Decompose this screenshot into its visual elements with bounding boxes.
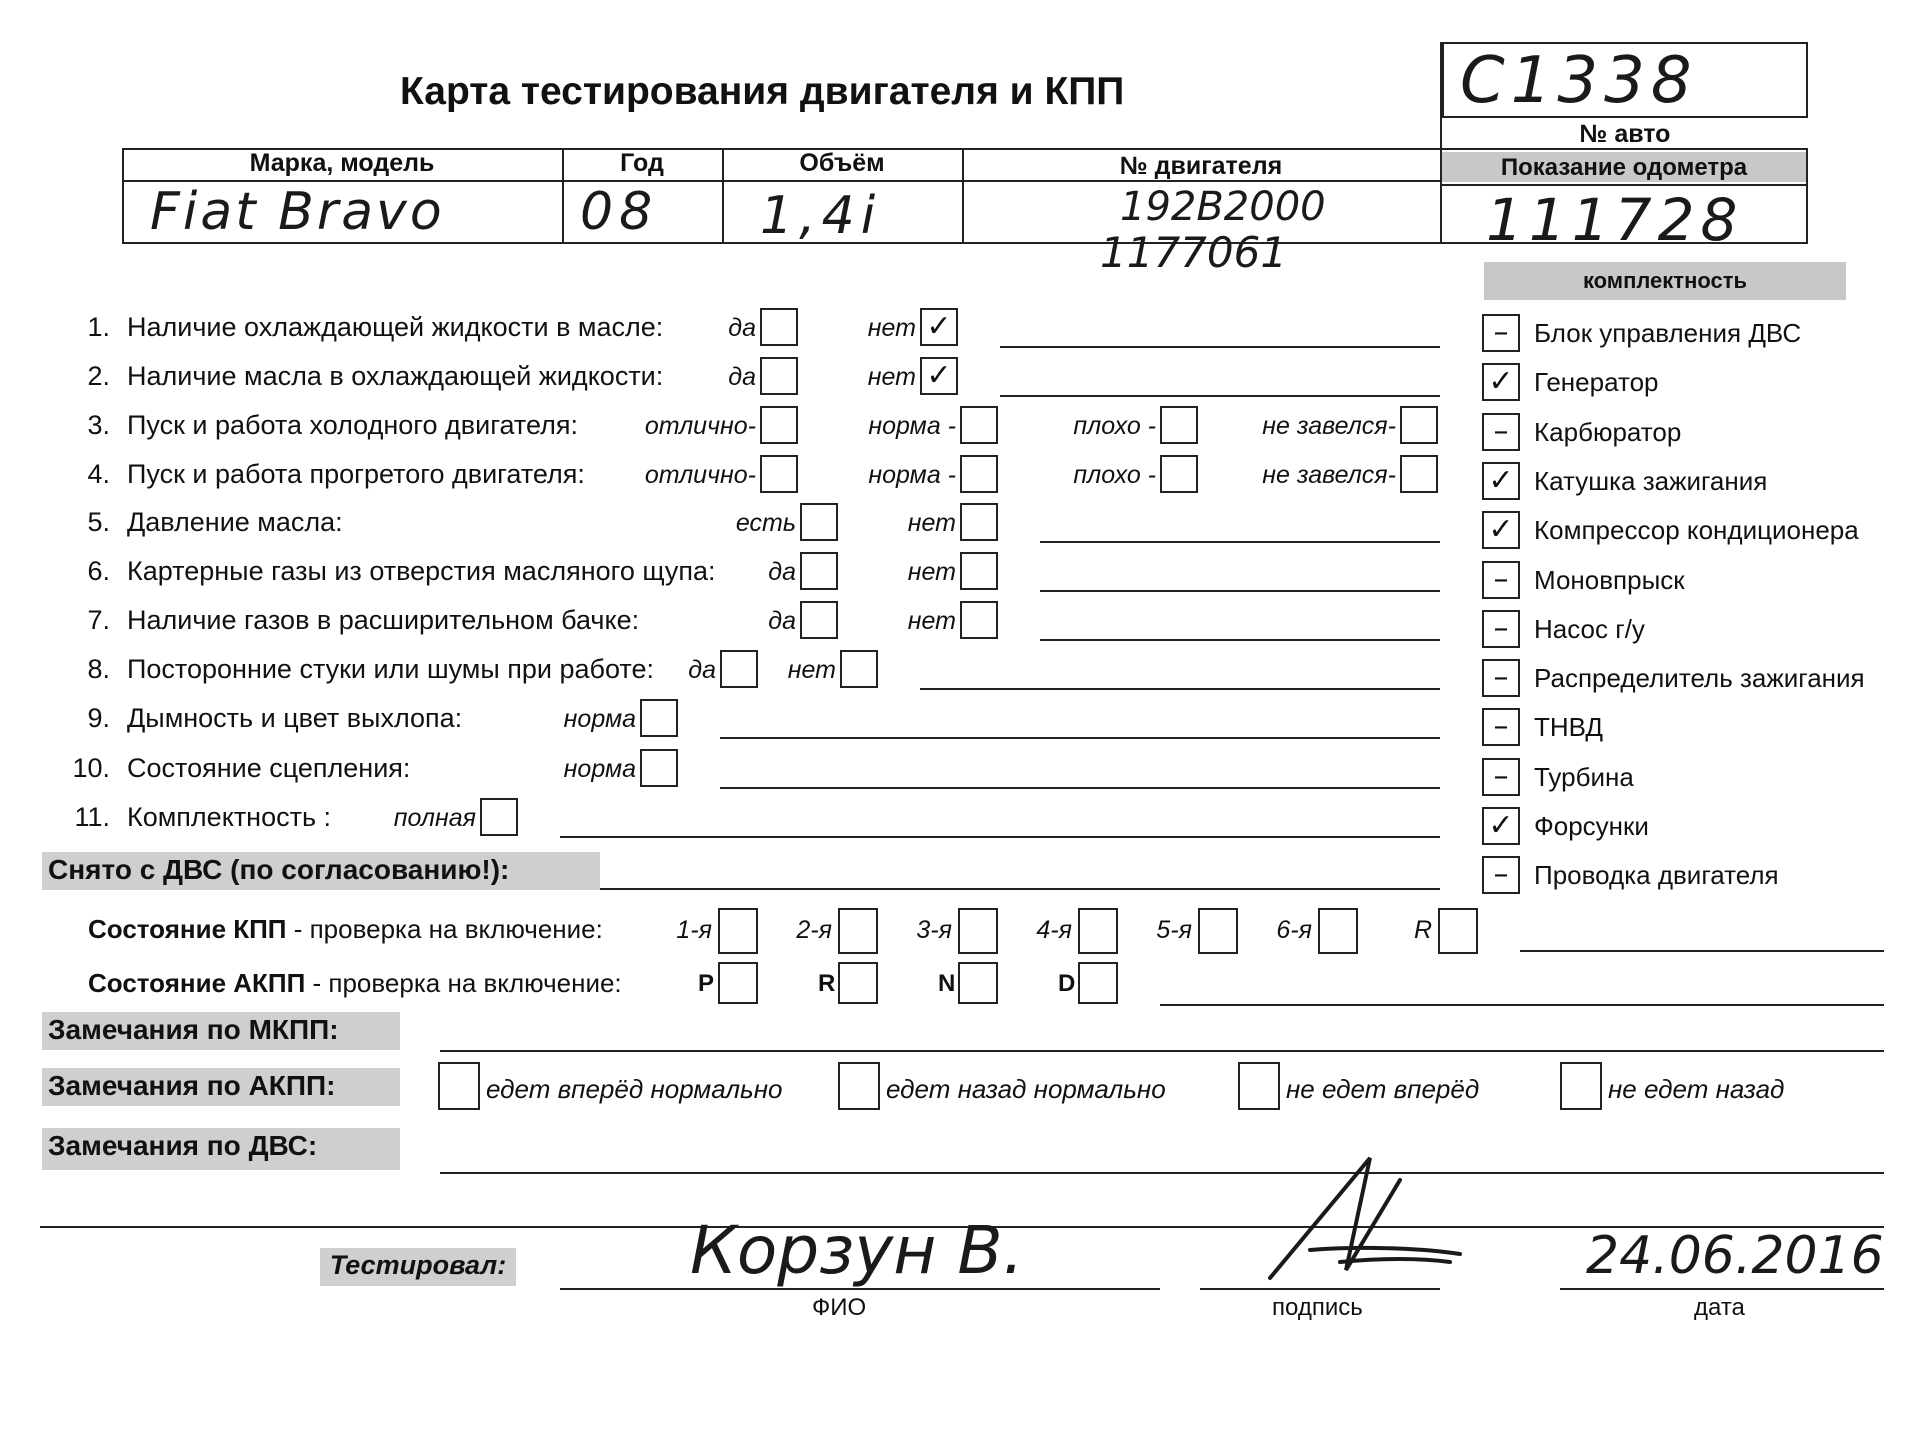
- akpp-label: [88, 968, 622, 999]
- checkmark-icon: ✓: [926, 309, 952, 344]
- answer-line: [1040, 541, 1440, 543]
- gear-label: 6-я: [1276, 916, 1312, 944]
- option-checkbox[interactable]: [640, 749, 678, 787]
- akpp-line: [1160, 1004, 1884, 1006]
- question-number: 3.: [87, 410, 110, 440]
- car-number-handwritten: C1338: [1460, 44, 1698, 118]
- value-volume: 1,4i: [760, 186, 882, 246]
- completeness-item: Моновпрыск: [1534, 564, 1685, 595]
- completeness-mark: ✓: [1488, 364, 1514, 400]
- option-label: да: [728, 314, 756, 342]
- mode-checkbox[interactable]: [838, 962, 878, 1004]
- akpp-notes-label: Замечания по АКПП:: [42, 1068, 400, 1106]
- option-label: да: [728, 363, 756, 391]
- answer-line: [720, 737, 1440, 739]
- gear-label: 5-я: [1156, 916, 1192, 944]
- gear-checkbox[interactable]: [1198, 908, 1238, 954]
- header-year: Год: [620, 149, 664, 177]
- completeness-item: Катушка зажигания: [1534, 465, 1768, 496]
- gear-checkbox[interactable]: [1438, 908, 1478, 954]
- kpp-line: [1520, 950, 1884, 952]
- gear-checkbox[interactable]: [1078, 908, 1118, 954]
- answer-line: [1000, 346, 1440, 348]
- option-checkbox[interactable]: [640, 699, 678, 737]
- gear-label: 4-я: [1036, 916, 1072, 944]
- akpp-option-label: не едет назад: [1608, 1074, 1785, 1104]
- mkpp-notes-line: [440, 1050, 1884, 1052]
- removed-label: Снято с ДВС (по согласованию!):: [42, 852, 600, 890]
- mode-checkbox[interactable]: [958, 962, 998, 1004]
- completeness-item: Насос г/у: [1534, 613, 1645, 644]
- value-year: 08: [580, 182, 659, 242]
- question-number: 1.: [87, 312, 110, 342]
- akpp-option-label: не едет вперёд: [1286, 1074, 1480, 1104]
- option-checkbox[interactable]: [1400, 455, 1438, 493]
- question-text: Пуск и работа прогретого двигателя:: [127, 459, 585, 489]
- question-number: 10.: [72, 753, 110, 783]
- completeness-mark: ✓: [1488, 808, 1514, 843]
- akpp-option-checkbox[interactable]: [1238, 1062, 1280, 1110]
- date-handwritten: 24.06.2016: [1586, 1226, 1884, 1286]
- gear-checkbox[interactable]: [958, 908, 998, 954]
- option-label: нет: [907, 509, 956, 537]
- mode-checkbox[interactable]: [718, 962, 758, 1004]
- completeness-title: комплектность: [1484, 262, 1846, 300]
- akpp-option-checkbox[interactable]: [438, 1062, 480, 1110]
- completeness-item: Генератор: [1534, 367, 1659, 398]
- option-label: норма: [563, 755, 636, 783]
- akpp-label-bold: Состояние АКПП: [88, 968, 306, 998]
- option-label: норма: [563, 705, 636, 733]
- signature: [1250, 1150, 1490, 1290]
- akpp-option-checkbox[interactable]: [1560, 1062, 1602, 1110]
- akpp-option-label: едет вперёд нормально: [486, 1074, 783, 1104]
- option-label: полная: [393, 804, 476, 832]
- car-number-label: № авто: [1579, 120, 1671, 148]
- option-label: нет: [907, 558, 956, 586]
- question-text: Комплектность :: [127, 802, 332, 832]
- option-label: норма -: [868, 461, 956, 489]
- akpp-label-rest: - проверка на включение:: [305, 968, 622, 998]
- answer-line: [1040, 639, 1440, 641]
- completeness-mark: –: [1493, 315, 1509, 350]
- odometer-label-text: Показание одометра: [1500, 154, 1748, 181]
- akpp-option-label: едет назад нормально: [886, 1074, 1166, 1104]
- question-number: 8.: [87, 654, 110, 684]
- gear-checkbox[interactable]: [838, 908, 878, 954]
- gear-label: R: [1413, 916, 1432, 944]
- option-label: отлично-: [644, 412, 756, 440]
- header-brand-model: Марка, модель: [249, 149, 435, 177]
- option-checkbox[interactable]: [960, 601, 998, 639]
- option-label: да: [768, 558, 796, 586]
- option-label: плохо -: [1073, 461, 1156, 489]
- option-label: не завелся-: [1262, 461, 1396, 489]
- gear-checkbox[interactable]: [718, 908, 758, 954]
- value-odometer: 111728: [1486, 186, 1744, 254]
- option-checkbox[interactable]: [480, 798, 518, 836]
- question-text: Состояние сцепления:: [127, 753, 411, 783]
- kpp-label-bold: Состояние КПП: [88, 914, 287, 944]
- option-checkbox[interactable]: [960, 552, 998, 590]
- completeness-mark: –: [1493, 709, 1509, 745]
- mode-checkbox[interactable]: [1078, 962, 1118, 1004]
- completeness-mark: ✓: [1488, 512, 1514, 548]
- answer-line: [1000, 395, 1440, 397]
- question-number: 9.: [87, 703, 110, 733]
- dvs-notes-line: [440, 1172, 1884, 1174]
- question-number: 6.: [87, 556, 110, 586]
- akpp-option-checkbox[interactable]: [838, 1062, 880, 1110]
- question-text: Картерные газы из отверстия масляного щупа:: [127, 556, 716, 586]
- completeness-item: Турбина: [1534, 761, 1634, 792]
- question-text: Дымность и цвет выхлопа:: [127, 703, 463, 733]
- question-text: Давление масла:: [127, 507, 343, 537]
- mode-label: R: [818, 970, 836, 997]
- question-number: 2.: [87, 361, 110, 391]
- option-checkbox[interactable]: [1400, 406, 1438, 444]
- gear-checkbox[interactable]: [1318, 908, 1358, 954]
- option-label: да: [768, 607, 796, 635]
- option-label: да: [688, 656, 716, 684]
- answer-line: [560, 836, 1440, 838]
- question-text: Наличие газов в расширительном бачке:: [127, 605, 640, 635]
- question-text: Наличие масла в охлаждающей жидкости:: [127, 361, 664, 391]
- completeness-item: Компрессор кондиционера: [1534, 515, 1859, 546]
- option-label: плохо -: [1073, 412, 1156, 440]
- completeness-mark: –: [1493, 857, 1509, 893]
- option-label: нет: [907, 607, 956, 635]
- question-text: Пуск и работа холодного двигателя:: [127, 410, 578, 440]
- answer-line: [1040, 590, 1440, 592]
- value-engine-no-1: 192B2000: [1120, 184, 1326, 230]
- completeness-item: Карбюратор: [1534, 416, 1682, 447]
- completeness-mark: –: [1493, 413, 1509, 449]
- answer-line: [920, 688, 1440, 690]
- completeness-item: Форсунки: [1534, 811, 1649, 841]
- gear-label: 2-я: [796, 916, 832, 944]
- completeness-item: Блок управления ДВС: [1534, 318, 1802, 348]
- kpp-label-rest: - проверка на включение:: [286, 914, 603, 944]
- answer-line: [720, 787, 1440, 789]
- mkpp-notes-label: Замечания по МКПП:: [42, 1012, 400, 1050]
- completeness-mark: ✓: [1488, 462, 1514, 498]
- footer-sign-label: подпись: [1272, 1294, 1363, 1321]
- value-brand-model: Fiat Bravo: [150, 182, 445, 242]
- removed-line: [600, 888, 1440, 890]
- option-label: нет: [867, 314, 916, 342]
- option-label: норма -: [868, 412, 956, 440]
- name-line: [560, 1288, 1160, 1290]
- checkmark-icon: ✓: [926, 358, 952, 393]
- question-number: 7.: [87, 605, 110, 635]
- option-checkbox[interactable]: [840, 650, 878, 688]
- completeness-mark: –: [1493, 758, 1509, 794]
- question-text: Посторонние стуки или шумы при работе:: [127, 654, 654, 684]
- footer-date-label: дата: [1694, 1294, 1745, 1321]
- mode-label: N: [938, 970, 956, 997]
- question-text: Наличие охлаждающей жидкости в масле:: [127, 312, 664, 342]
- option-label: отлично-: [644, 461, 756, 489]
- header-volume: Объём: [799, 149, 885, 177]
- value-engine-no-2: 1177061: [1100, 228, 1288, 277]
- question-number: 11.: [74, 802, 110, 832]
- dvs-notes-label: Замечания по ДВС:: [42, 1128, 400, 1170]
- question-number: 5.: [87, 507, 110, 537]
- completeness-mark: –: [1493, 610, 1509, 646]
- gear-label: 3-я: [916, 916, 952, 944]
- completeness-item: Распределитель зажигания: [1534, 663, 1865, 694]
- option-label: нет: [787, 656, 836, 684]
- page-title: Карта тестирования двигателя и КПП: [400, 70, 1125, 113]
- completeness-item: ТНВД: [1534, 712, 1604, 743]
- option-label: нет: [867, 363, 916, 391]
- mode-label: D: [1058, 970, 1076, 997]
- footer-name-label: ФИО: [812, 1294, 867, 1321]
- tester-name-handwritten: Корзун В.: [690, 1212, 1024, 1289]
- option-label: есть: [735, 509, 796, 537]
- date-line: [1560, 1288, 1884, 1290]
- tested-label: Тестировал:: [320, 1248, 516, 1286]
- gear-label: 1-я: [676, 916, 712, 944]
- header-engine-no: № двигателя: [1119, 152, 1283, 180]
- completeness-item: Проводка двигателя: [1534, 860, 1779, 891]
- option-label: не завелся-: [1262, 412, 1396, 440]
- mode-label: P: [698, 970, 715, 997]
- question-number: 4.: [87, 459, 110, 489]
- completeness-mark: –: [1493, 660, 1509, 696]
- kpp-label: [88, 914, 603, 945]
- completeness-mark: –: [1493, 561, 1509, 597]
- option-checkbox[interactable]: [960, 503, 998, 541]
- col-divider: [1440, 42, 1442, 244]
